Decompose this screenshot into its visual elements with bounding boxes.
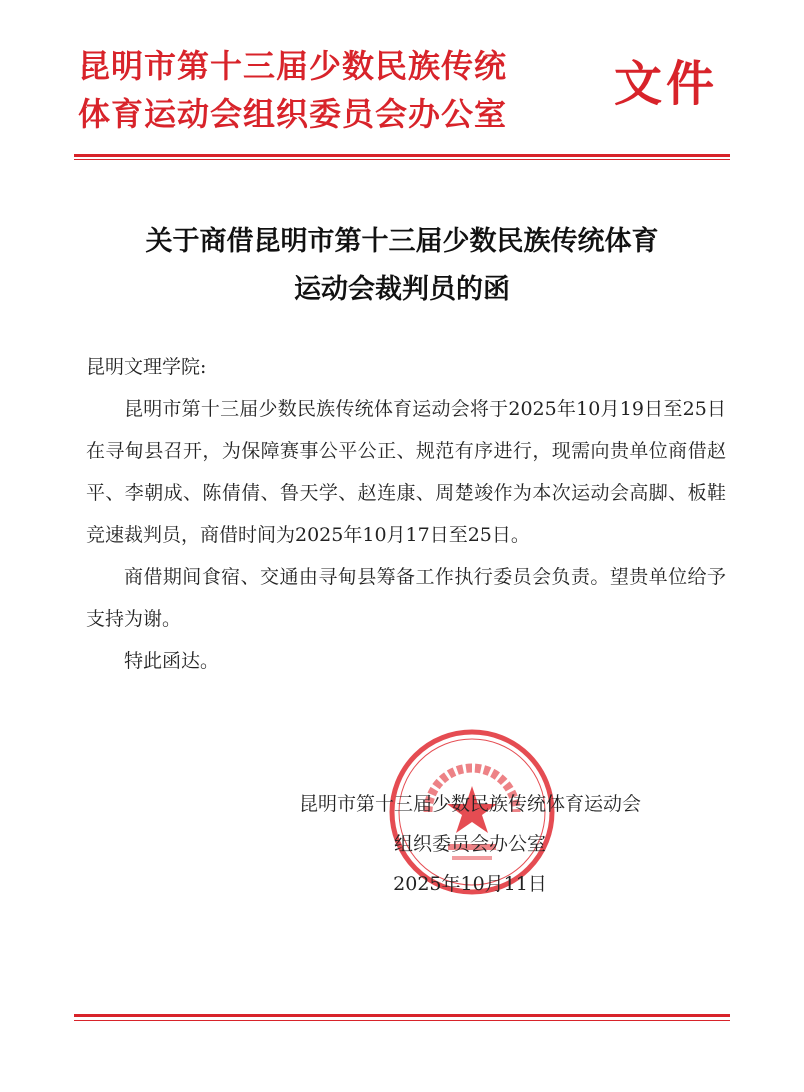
- footer-red-rule-thin: [74, 1020, 730, 1021]
- header-red-rule: [74, 154, 730, 157]
- salutation: 昆明文理学院:: [86, 356, 207, 378]
- header-red-rule-thin: [74, 159, 730, 160]
- closing-phrase: 特此函达。: [124, 650, 220, 672]
- title-line2: 运动会裁判员的函: [294, 274, 510, 305]
- header-organization: [78, 42, 598, 138]
- body-paragraph-2: 商借期间食宿、交通由寻甸县筹备工作执行委员会负责。望贵单位给予支持为谢。: [86, 566, 726, 630]
- signature-org-line1: 昆明市第十三届少数民族传统体育运动会: [298, 793, 641, 815]
- body-paragraph-1: 昆明市第十三届少数民族传统体育运动会将于2025年10月19日至25日在寻甸县召开，为保障赛事公平公正、规范有序进行，现需向贵单位商借赵平、李朝成、陈倩倩、鲁天学、赵连康、周楚竣作为本次运动会高脚、板鞋竞速裁判员，商借时间为2025年10月17日至25日。: [86, 398, 726, 546]
- title-line1: 关于商借昆明市第十三届少数民族传统体育: [145, 226, 659, 257]
- signature-block: [230, 784, 710, 904]
- signature-date: 2025年10月11日: [393, 873, 547, 895]
- signature-org-line2: 组织委员会办公室: [393, 833, 546, 855]
- header-org-line1: 昆明市第十三届少数民族传统: [78, 47, 508, 85]
- header-document-type: 文件: [614, 56, 719, 112]
- letter-body: [86, 346, 726, 682]
- header-org-line2: 体育运动会组织委员会办公室: [78, 95, 508, 133]
- footer-red-rule: [74, 1014, 730, 1017]
- letter-title: [70, 218, 734, 314]
